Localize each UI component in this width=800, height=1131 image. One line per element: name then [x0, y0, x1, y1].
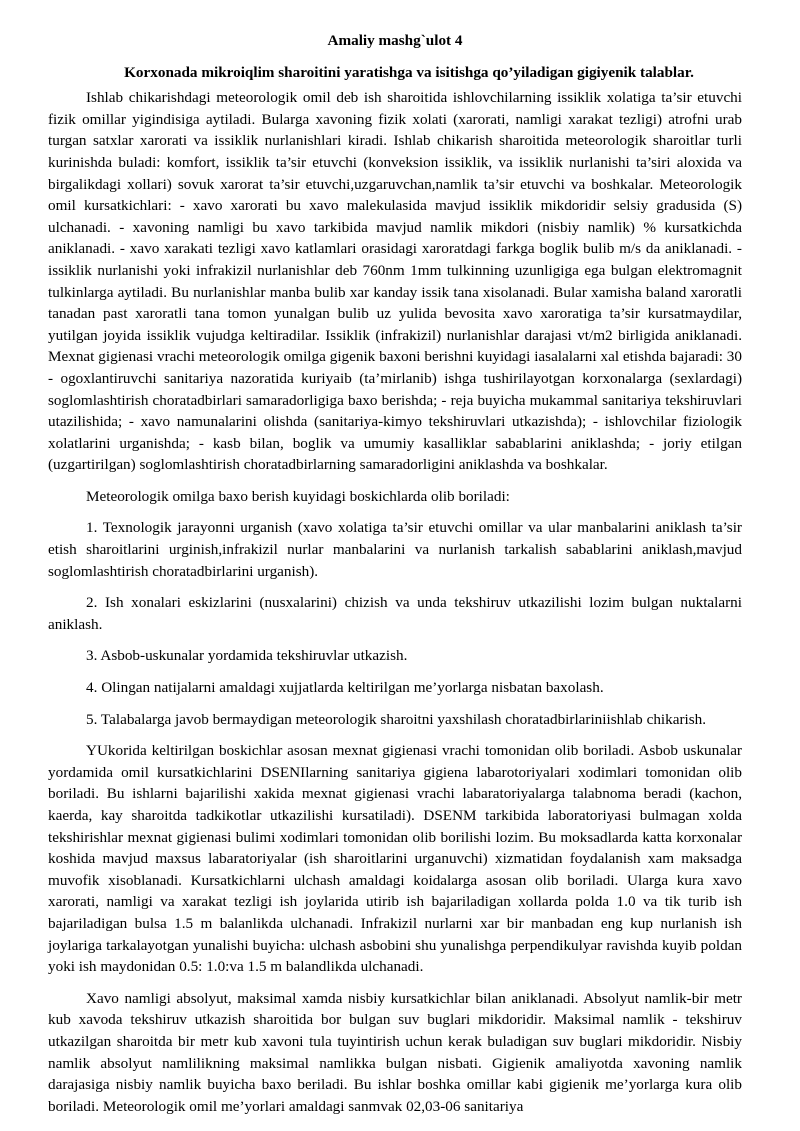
paragraph-intro: Ishlab chikarishdagi meteorologik omil deb ish sharoitida ishlovchilarning issiklik xolatiga ta’sir etuvchi fizik omillar yigindisiga aytiladi. Bularga xavoning fizik xolati (xarorati, namligi xarakat tezligi) atrofni urab turgan satxlar xarorati va issiklik nurlanishlari kiradi. Ishlab chikarish sharoitida meteorologik sharoitlar turli kurinishda buladi: komfort, issiklik ta’sir etuvchi (konveksion issiklik, va issiklik nurlanishi ta’siri aloxida va birgalikdagi xollari) sovuk xarorat ta’sir etuvchi,uzgaruvchan,namlik ta’sir etuvchi va boshkalar. Meteorologik omil kursatkichlari: - xavo xarorati bu xavo malekulasida mavjud issiklik mikdoridir selsiy gradusida (S) ulchanadi. - xavoning namligi bu xavo tarkibida mavjud namlik mikdori (nisbiy namlik) % kursatkichda aniklanadi. - xavo xarakati tezligi xavo katlamlari orasidagi xaroratdagi farkga boglik bulib m/s da aniklanadi. - issiklik nurlanishi yoki infrakizil nurlanishlar deb 760nm 1mm tulkinning uzunligiga ega bulgan elektromagnit tulkinlarga aytiladi. Bu nurlanishlar manba bulib xar kanday issik tana xisolanadi. Bular xamisha baland xaroratli tanadan past xaroratli tana tomon yunalgan bulib uz yulida bevosita xavo xaroratiga ta’sir kursatmaydilar, yutilgan joyida issiklik vujudga keltiradilar. Issiklik (infrakizil) nurlanishlar darajasi vt/m2 birligida aniklanadi. Mexnat gigienasi vrachi meteorologik omilga gigenik baxoni berishni kuyidagi iasalalarni xal etishda bajaradi: 30 - ogoxlantiruvchi sanitariya nazoratida kuriyaib (ta’mirlanib) ishga tushirilayotgan korxonalarga (sexlardagi) soglomlashtirish choratadbirlari samaradorligiga baxo berishda; - reja buyicha mukammal sanitariya tekshiruvlari utazilishida; - xavo namunalarini olishda (sanitariya-kimyo tekshiruvlari utkazishda); - ishlovchilar fiziologik xolatlarini urganishda; - kasb bilan, boglik va umumiy kasalliklar sabablarini aniklashda; - joriy etilgan (uzgartirilgan) soglomlashtirish choratadbirlarning samaradorligini aniklashda va boshkalar. [48, 89, 742, 474]
paragraph-measurement: YUkorida keltirilgan boskichlar asosan mexnat gigienasi vrachi tomonidan olib boriladi. Asbob uskunalar yordamida omil kursatkichlarini DSENIlarning sanitariya gigiena labarotoriyalari xodimlari tomonidan olib boriladi. Bu ishlarni bajarilishi xakida mexnat gigienasi vrachi labaratoriyalarga talabnoma beradi (kachon, kaerda, kay sharoitda tadkikotlar utkazilishi kursatiladi). DSENM tarkibida laboratoriyasi bulmagan xolda tekshirishlar mexnat gigienasi bulimi xodimlari tomonidan olib borilishi lozim. Bu moksadlarda katta korxonalar koshida mavjud maxsus labaratoriyalar (ish sharoitlarini urganuvchi) xizmatidan foydalanish xam maksadga muvofik xisoblanadi. Kursatkichlarni ulchash amaldagi koidalarga asosan olib boriladi. Ularga kura xavo xarorati, namligi va xarakat tezligi ish joylarida utirib ish bajariladigan xollarda polda 1.0 va tik turib ish bajariladigan bulsa 1.5 m balanlikda ulchanadi. Infrakizil nurlarni xar bir manbadan eng kup nurlanish ish joylariga tarkalayotgan yunalishi buyicha: ulchash asbobini shu yunalishga perpendikulyar ravishda kuyib poldan yoki ish maydonidan 0.5: 1.0:va 1.5 m balandlikda ulchanadi. [48, 742, 742, 976]
paragraph-stage-1: 1. Texnologik jarayonni urganish (xavo xolatiga ta’sir etuvchi omillar va ular manbalarini aniklash ta’sir etish sharoitlarini urginish,infrakizil nurlar manbalarini va nurlanish tarkalish sabablarini aniklash,mavjud soglomlashtirish choratadbirlarini urganish). [48, 519, 742, 580]
document-title: Amaliy mashg`ulot 4 [327, 32, 463, 49]
paragraph-stage-3: 3. Asbob-uskunalar yordamida tekshiruvlar utkazish. [86, 647, 408, 665]
document-subtitle: Korxonada mikroiqlim sharoitini yaratishga va isitishga qo’yiladigan gigiyenik talablar. [124, 63, 694, 81]
paragraph-stage-2: 2. Ish xonalari eskizlarini (nusxalarini) chizish va unda tekshiruv utkazilishi lozim bulgan nuktalarni aniklash. [48, 594, 742, 633]
paragraph-stages-intro: Meteorologik omilga baxo berish kuyidagi boskichlarda olib boriladi: [86, 487, 510, 505]
paragraph-stage-4: 4. Olingan natijalarni amaldagi xujjatlarda keltirilgan me’yorlarga nisbatan baxolash. [86, 679, 604, 697]
paragraph-humidity: Xavo namligi absolyut, maksimal xamda nisbiy kursatkichlar bilan aniklanadi. Absolyut namlik-bir metr kub xavoda tekshiruv utkazish sharoitida bor bulgan suv buglari mikdoridir. Maksimal namlik - tekshiruv utkazilgan sharoitda bir metr kub xavoni tula tuyintirish uchun kerak buladigan suv buglari mikdoridir. Nisbiy namlik absolyut namlilikning maksimal namlikka bulgan nisbati. Gigienik amaliyotda xavoning namlik darajasiga nisbiy namlik buyicha baxo beriladi. Bu ishlar boshka omillar kabi gigienik me’yorlarga kura olib boriladi. Meteorologik omil me’yorlari amaldagi sanmvak 02,03-06 sanitariya [48, 989, 742, 1115]
paragraph-stage-5: 5. Talabalarga javob bermaydigan meteorologik sharoitni yaxshilash choratadbirlariniishlab chikarish. [86, 710, 707, 728]
